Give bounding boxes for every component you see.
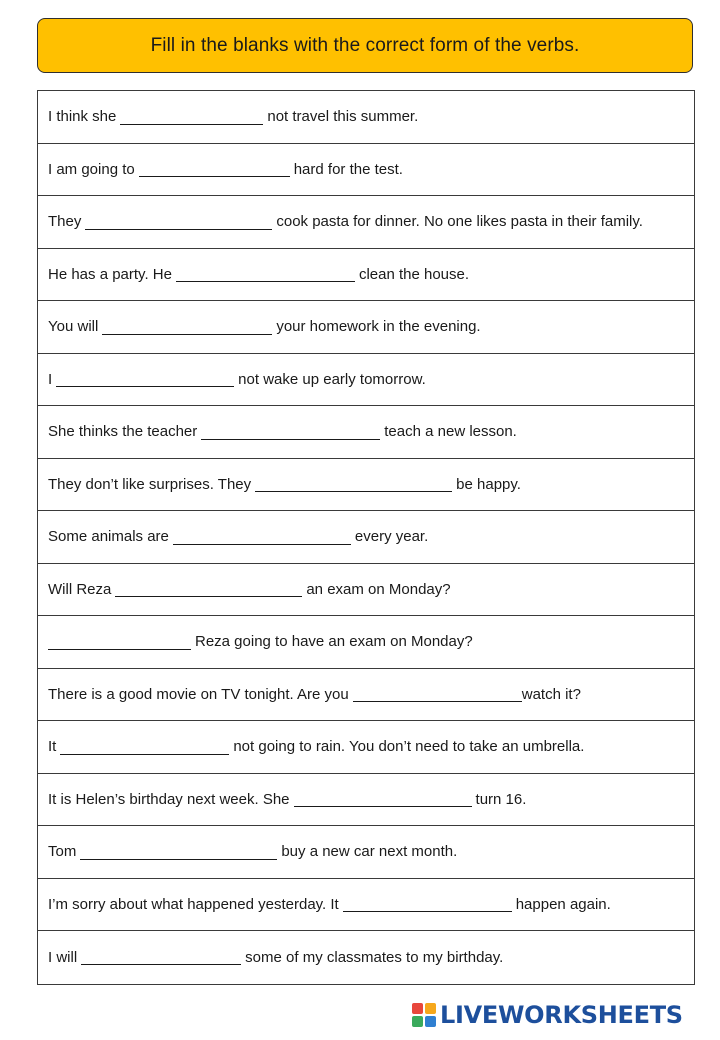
instructions-title: Fill in the blanks with the correct form of the verbs. xyxy=(150,34,580,56)
answer-blank[interactable] xyxy=(139,161,290,177)
sentence-text-before: I’m sorry about what happened yesterday. It xyxy=(48,895,339,913)
answer-blank[interactable] xyxy=(353,686,522,702)
answer-blank[interactable] xyxy=(102,319,272,335)
logo-cubes-icon xyxy=(412,1003,436,1027)
logo-cube xyxy=(412,1016,423,1027)
sentence-row xyxy=(38,406,694,459)
sentence-text-after: Reza going to have an exam on Monday? xyxy=(195,633,473,651)
exercise-table xyxy=(37,90,695,985)
sentence-row xyxy=(38,459,694,512)
answer-blank[interactable] xyxy=(255,476,452,492)
sentence-text-after: not travel this summer. xyxy=(267,108,419,126)
liveworksheets-logo xyxy=(412,1000,683,1030)
sentence-text-after: be happy. xyxy=(456,475,521,493)
instructions-banner xyxy=(37,18,693,73)
answer-blank[interactable] xyxy=(120,109,263,125)
sentence-text-before: You will xyxy=(48,318,99,336)
sentence-row xyxy=(38,616,694,669)
sentence-row xyxy=(38,564,694,617)
sentence-text-after: not wake up early tomorrow. xyxy=(238,370,426,388)
answer-blank[interactable] xyxy=(80,844,277,860)
sentence-text-after: watch it? xyxy=(521,685,581,703)
sentence-row xyxy=(38,196,694,249)
logo-text: LIVEWORKSHEETS xyxy=(440,1001,683,1029)
sentence-row xyxy=(38,354,694,407)
sentence-text-after: hard for the test. xyxy=(293,160,403,178)
sentence-row xyxy=(38,774,694,827)
sentence-text-after: clean the house. xyxy=(358,265,470,283)
logo-cube xyxy=(425,1003,436,1014)
answer-blank[interactable] xyxy=(85,214,272,230)
sentence-text-before: They xyxy=(48,213,82,231)
answer-blank[interactable] xyxy=(60,739,229,755)
sentence-text-before: There is a good movie on TV tonight. Are you xyxy=(48,685,349,703)
sentence-text-after: not going to rain. You don’t need to take an umbrella. xyxy=(233,738,585,756)
sentence-row xyxy=(38,144,694,197)
sentence-row xyxy=(38,249,694,302)
answer-blank[interactable] xyxy=(115,581,302,597)
sentence-row xyxy=(38,669,694,722)
sentence-text-after: every year. xyxy=(354,528,429,546)
sentence-text-before: I xyxy=(48,370,53,388)
sentence-row xyxy=(38,826,694,879)
answer-blank[interactable] xyxy=(343,896,512,912)
sentence-text-before: Will Reza xyxy=(48,580,112,598)
sentence-text-before: Tom xyxy=(48,843,77,861)
sentence-text-before: I am going to xyxy=(48,160,135,178)
sentence-row xyxy=(38,91,694,144)
sentence-row xyxy=(38,511,694,564)
sentence-text-after: happen again. xyxy=(515,895,611,913)
answer-blank[interactable] xyxy=(201,424,380,440)
sentence-text-after: turn 16. xyxy=(475,790,527,808)
answer-blank[interactable] xyxy=(294,791,472,807)
sentence-row xyxy=(38,721,694,774)
logo-cube xyxy=(425,1016,436,1027)
sentence-text-after: buy a new car next month. xyxy=(281,843,458,861)
sentence-text-before: I think she xyxy=(48,108,117,126)
sentence-text-after: cook pasta for dinner. No one likes pasta in their family. xyxy=(276,213,643,231)
sentence-text-after: your homework in the evening. xyxy=(276,318,481,336)
answer-blank[interactable] xyxy=(173,529,351,545)
sentence-text-after: some of my classmates to my birthday. xyxy=(245,948,504,966)
answer-blank[interactable] xyxy=(48,634,191,650)
sentence-row xyxy=(38,301,694,354)
sentence-text-before: It xyxy=(48,738,57,756)
sentence-text-before: He has a party. He xyxy=(48,265,172,283)
sentence-row xyxy=(38,879,694,932)
logo-cube xyxy=(412,1003,423,1014)
sentence-text-after: an exam on Monday? xyxy=(306,580,451,598)
sentence-text-before: It is Helen’s birthday next week. She xyxy=(48,790,290,808)
sentence-text-before: Some animals are xyxy=(48,528,169,546)
answer-blank[interactable] xyxy=(56,371,234,387)
sentence-text-before: They don’t like surprises. They xyxy=(48,475,252,493)
answer-blank[interactable] xyxy=(176,266,355,282)
sentence-text-after: teach a new lesson. xyxy=(384,423,517,441)
sentence-text-before: She thinks the teacher xyxy=(48,423,198,441)
answer-blank[interactable] xyxy=(81,949,241,965)
sentence-row xyxy=(38,931,694,984)
sentence-text-before: I will xyxy=(48,948,78,966)
